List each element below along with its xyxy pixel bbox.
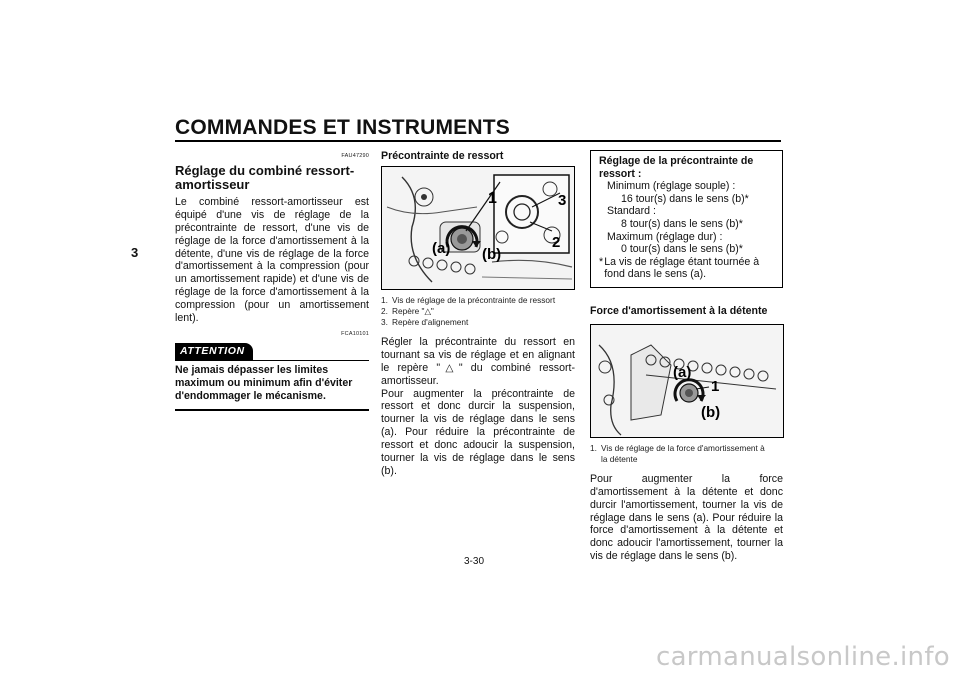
rebound-caption-line1	[590, 443, 783, 454]
spec-note-text: La vis de réglage étant tournée à fond dans le sens (a).	[604, 255, 760, 281]
preload-label-3: 3	[558, 191, 567, 209]
preload-caption-1-text: Vis de réglage de la précontrainte de ressort	[392, 294, 556, 305]
section-code: FAU47290	[341, 153, 369, 159]
attention-text: Ne jamais dépasser les limites maximum ou minimum afin d'éviter d'endommager le mécanisme.	[175, 364, 353, 403]
left-column	[175, 150, 369, 411]
preload-label-1: 1	[488, 189, 497, 207]
preload-illustration	[382, 167, 574, 289]
spec-max-label: Maximum (réglage dur) :	[607, 230, 723, 243]
rebound-caption-line2: la détente	[601, 453, 638, 464]
preload-figure	[381, 166, 575, 290]
chapter-tab: 3	[131, 245, 139, 260]
rebound-caption-num: 1.	[590, 442, 597, 453]
rebound-illustration	[591, 325, 782, 437]
preload-label-b: (b)	[482, 245, 502, 263]
rebound-label-b: (b)	[701, 403, 721, 421]
spec-std-label: Standard :	[607, 205, 656, 218]
section-intro: Le combiné ressort-amortisseur est équipé d'une vis de réglage de la précontrainte de ressort, d'une vis de réglage de la force d'amortissement à la détente, d'une vis de réglage de la force d'amortissement à la compression (pour un amortissement rapide) et d'une vis de réglage de la force d'amortissement à la compression (pour un amortissement lent).	[175, 195, 369, 325]
rebound-caption	[590, 443, 783, 465]
preload-caption-2-text: Repère "△"	[392, 305, 434, 316]
spec-std-value: 8 tour(s) dans le sens (b)*	[621, 217, 743, 230]
rebound-label-a: (a)	[673, 363, 692, 381]
preload-caption-3-num: 3.	[381, 316, 388, 327]
preload-captions	[381, 295, 575, 328]
spec-min-label: Minimum (réglage souple) :	[607, 180, 736, 193]
page-title: COMMANDES ET INSTRUMENTS	[175, 116, 510, 139]
preload-caption-2-num: 2.	[381, 305, 388, 316]
spec-min-value: 16 tour(s) dans le sens (b)*	[621, 192, 749, 205]
preload-caption-1	[381, 295, 575, 306]
preload-spec-box	[590, 150, 783, 288]
rebound-figure	[590, 324, 784, 438]
spec-note	[599, 256, 774, 281]
preload-caption-3	[381, 317, 575, 328]
rebound-body: Pour augmenter la force d'amortissement à la détente et donc durcir l'amortissement, tourner la vis de réglage dans le sens (a). Pour réduire la force d'amortissement à la détente et donc adoucir l'amortissement, tourner la vis de réglage dans le sens (b).	[590, 472, 783, 563]
attention-badge: ATTENTION	[175, 343, 253, 360]
rebound-label-1: 1	[711, 377, 720, 395]
watermark: carmanualsonline.info	[655, 642, 950, 672]
preload-body-1: Régler la précontrainte du ressort en tournant sa vis de réglage et en alignant le repère "△" du combiné ressort-amortisseur.	[381, 335, 575, 387]
section-heading: Réglage du combiné ressort-amortisseur	[175, 162, 355, 193]
preload-caption-3-text: Repère d'alignement	[392, 316, 469, 327]
spec-note-star: *	[599, 255, 604, 268]
rebound-caption-text: Vis de réglage de la force d'amortissement à	[601, 442, 765, 453]
preload-label-a: (a)	[432, 239, 451, 257]
page-number: 3-30	[464, 556, 485, 567]
preload-caption-1-num: 1.	[381, 294, 388, 305]
preload-label-2: 2	[552, 233, 561, 251]
spec-max-value: 0 tour(s) dans le sens (b)*	[621, 243, 743, 256]
middle-column	[381, 150, 575, 478]
attention-code: FCA10101	[341, 330, 369, 337]
right-column	[590, 150, 783, 563]
preload-body-2: Pour augmenter la précontrainte de ressort et donc durcir la suspension, tourner la vis de réglage dans le sens (a). Pour réduire la précontrainte de ressort et donc adoucir la suspension, tourner la vis de réglage dans le sens (b).	[381, 387, 575, 477]
rebound-heading: Force d'amortissement à la détente	[590, 304, 768, 317]
preload-caption-2	[381, 306, 575, 317]
preload-heading: Précontrainte de ressort	[381, 150, 504, 162]
spec-title: Réglage de la précontrainte de ressort :	[599, 155, 754, 180]
attention-bottom-rule	[175, 409, 369, 411]
title-rule	[175, 140, 781, 142]
